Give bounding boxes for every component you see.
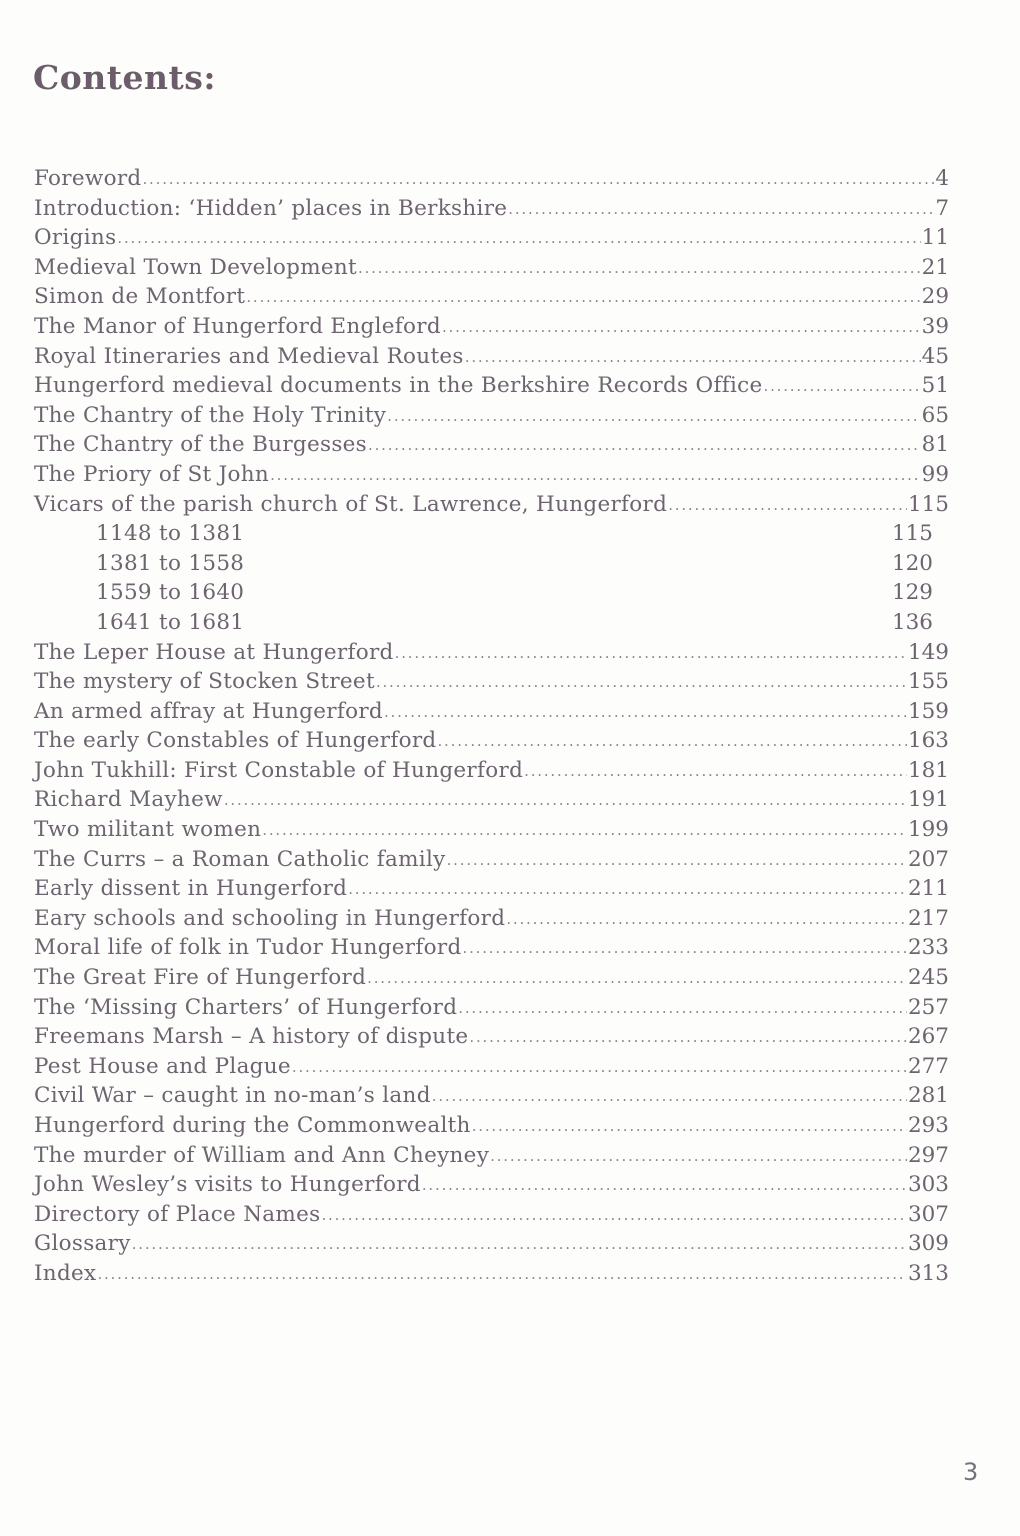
- toc-entry-page: 267: [907, 1024, 949, 1050]
- toc-entry[interactable]: [34, 756, 949, 786]
- dot-leader: [292, 1053, 907, 1083]
- toc-entry-label: Foreword: [34, 166, 142, 191]
- dot-leader: [358, 254, 921, 284]
- toc-entry-label: Richard Mayhew: [34, 787, 223, 813]
- toc-subentry-page: 120: [891, 550, 933, 576]
- toc-subentry-label: 1381 to 1558: [96, 550, 245, 576]
- toc-entry[interactable]: [34, 726, 949, 756]
- toc-entry-label: John Wesley’s visits to Hungerford: [34, 1172, 421, 1198]
- toc-entry[interactable]: [34, 963, 949, 993]
- toc-entry[interactable]: [34, 1229, 949, 1259]
- toc-entry-label: Introduction: ‘Hidden’ places in Berkshire: [34, 195, 508, 221]
- toc-entry-label: The Chantry of the Burgesses: [34, 432, 368, 458]
- toc-entry-label: Directory of Place Names: [34, 1201, 321, 1227]
- toc-entry[interactable]: [34, 1081, 949, 1111]
- toc-entry-chantry-trinity[interactable]: [34, 401, 949, 431]
- dot-leader: [524, 757, 907, 787]
- dot-leader: [508, 195, 934, 225]
- dot-leader: [463, 934, 907, 964]
- toc-entry-label: The mystery of Stocken Street: [34, 669, 375, 695]
- toc-subentry-page: 115: [891, 521, 933, 547]
- toc-entry-page: 21: [921, 254, 949, 280]
- toc-entry-page: 39: [921, 313, 949, 339]
- toc-entry-label: Index: [34, 1260, 97, 1286]
- toc-entry-page: 277: [907, 1053, 949, 1079]
- toc-entry[interactable]: [34, 785, 949, 815]
- toc-subentry-label: 1148 to 1381: [96, 521, 245, 547]
- toc-entry[interactable]: [34, 1111, 949, 1141]
- toc-entry-page: 11: [921, 225, 949, 251]
- toc-entry-documents[interactable]: [34, 371, 949, 401]
- toc-entry-label: The Currs – a Roman Catholic family: [34, 846, 446, 872]
- dot-leader: [117, 224, 920, 254]
- toc-subentry-page: 136: [891, 609, 933, 635]
- toc-subentry-label: 1559 to 1640: [96, 580, 245, 606]
- table-of-contents: [34, 164, 949, 1289]
- toc-entry-label: The Leper House at Hungerford: [34, 639, 394, 665]
- toc-subentry[interactable]: [34, 519, 949, 549]
- toc-entry[interactable]: [34, 1141, 949, 1171]
- toc-subentry[interactable]: [34, 608, 949, 638]
- dot-leader: [376, 668, 907, 698]
- dot-leader: [142, 165, 934, 195]
- dot-leader: [764, 372, 921, 402]
- toc-entry[interactable]: [34, 993, 949, 1023]
- toc-entry[interactable]: [34, 638, 949, 668]
- toc-entry-label: Glossary: [34, 1231, 131, 1257]
- toc-entry-label: The Priory of St John: [34, 461, 270, 487]
- toc-entry-simon-de-montfort[interactable]: [34, 282, 949, 312]
- toc-entry-page: 307: [907, 1201, 949, 1227]
- toc-entry-label: Simon de Montfort: [34, 284, 246, 310]
- toc-entry-page: 303: [907, 1172, 949, 1198]
- toc-entry-page: 4: [935, 166, 949, 191]
- dot-leader: [224, 786, 907, 816]
- toc-subentry-page: 129: [891, 580, 933, 606]
- toc-entry-page: 65: [921, 402, 949, 428]
- dot-leader: [472, 1112, 907, 1142]
- toc-entry-page: 211: [907, 876, 949, 902]
- toc-entry-page: 245: [907, 965, 949, 991]
- dot-leader: [387, 402, 920, 432]
- toc-entry-page: 163: [907, 728, 949, 754]
- dot-leader: [458, 994, 907, 1024]
- toc-entry[interactable]: [34, 1259, 949, 1289]
- toc-entry[interactable]: [34, 1170, 949, 1200]
- dot-leader: [262, 816, 907, 846]
- dot-leader: [490, 1142, 907, 1172]
- toc-entry-label: John Tukhill: First Constable of Hungerford: [34, 757, 524, 783]
- toc-entry-page: 181: [907, 757, 949, 783]
- dot-leader: [422, 1171, 907, 1201]
- toc-entry-label: Two militant women: [34, 817, 262, 843]
- toc-entry-page: 159: [907, 698, 949, 724]
- dot-leader: [270, 461, 921, 491]
- toc-entry-chantry-burgesses[interactable]: [34, 430, 949, 460]
- dot-leader: [246, 283, 920, 313]
- dot-leader: [132, 1230, 907, 1260]
- dot-leader: [469, 1023, 907, 1053]
- dot-leader: [442, 313, 921, 343]
- toc-entry-page: 99: [921, 461, 949, 487]
- toc-subentry[interactable]: [34, 578, 949, 608]
- dot-leader: [432, 1082, 907, 1112]
- toc-entry-page: 115: [907, 491, 949, 517]
- dot-leader: [368, 431, 921, 461]
- toc-entry[interactable]: [34, 874, 949, 904]
- toc-entry-page: 217: [907, 905, 949, 931]
- dot-leader: [506, 905, 907, 935]
- toc-entry-label: Pest House and Plague: [34, 1053, 291, 1079]
- toc-entry[interactable]: [34, 815, 949, 845]
- toc-entry-label: The early Constables of Hungerford: [34, 728, 437, 754]
- toc-entry[interactable]: [34, 845, 949, 875]
- toc-entry[interactable]: [34, 1022, 949, 1052]
- toc-entry-label: Medieval Town Development: [34, 254, 357, 280]
- toc-subentry-label: 1641 to 1681: [96, 609, 245, 635]
- toc-entry-label: The ‘Missing Charters’ of Hungerford: [34, 994, 458, 1020]
- dot-leader: [395, 639, 907, 669]
- toc-entry-label: The Manor of Hungerford Engleford: [34, 313, 441, 339]
- toc-subentry[interactable]: [34, 549, 949, 579]
- toc-entry-label: Vicars of the parish church of St. Lawrence, Hungerford: [34, 491, 668, 517]
- toc-entry-label: The Chantry of the Holy Trinity: [34, 402, 387, 428]
- dot-leader: [465, 343, 921, 373]
- toc-entry-label: Eary schools and schooling in Hungerford: [34, 905, 506, 931]
- dot-leader: [668, 491, 907, 521]
- toc-entry-page: 309: [907, 1231, 949, 1257]
- toc-entry-priory[interactable]: [34, 460, 949, 490]
- toc-entry[interactable]: [34, 1200, 949, 1230]
- toc-entry-label: Freemans Marsh – A history of dispute: [34, 1024, 469, 1050]
- toc-entry-page: 207: [907, 846, 949, 872]
- toc-entry-medieval-town[interactable]: [34, 253, 949, 283]
- page-title: Contents:: [33, 58, 217, 97]
- dot-leader: [97, 1260, 907, 1290]
- toc-entry-page: 81: [921, 432, 949, 458]
- toc-entry-label: Royal Itineraries and Medieval Routes: [34, 343, 464, 369]
- toc-entry-label: Early dissent in Hungerford: [34, 876, 348, 902]
- toc-entry-page: 51: [921, 373, 949, 399]
- toc-entry-page: 199: [907, 817, 949, 843]
- toc-entry-label: Hungerford medieval documents in the Berkshire Records Office: [34, 373, 763, 399]
- toc-entry-foreword[interactable]: [34, 164, 949, 194]
- dot-leader: [384, 698, 907, 728]
- toc-entry-page: 7: [935, 195, 949, 221]
- toc-entry-page: 29: [921, 284, 949, 310]
- toc-entry-page: 45: [921, 343, 949, 369]
- toc-entry-page: 155: [907, 669, 949, 695]
- toc-entry-page: 297: [907, 1142, 949, 1168]
- toc-entry[interactable]: [34, 904, 949, 934]
- toc-entry-origins[interactable]: [34, 223, 949, 253]
- dot-leader: [348, 875, 907, 905]
- toc-entry-page: 257: [907, 994, 949, 1020]
- toc-entry-royal-itineraries[interactable]: [34, 342, 949, 372]
- toc-entry-label: The murder of William and Ann Cheyney: [34, 1142, 490, 1168]
- toc-entry-label: The Great Fire of Hungerford: [34, 965, 367, 991]
- toc-entry-page: 293: [907, 1113, 949, 1138]
- toc-entry-page: 191: [907, 787, 949, 813]
- toc-entry[interactable]: [34, 697, 949, 727]
- toc-entry[interactable]: [34, 1052, 949, 1082]
- dot-leader: [367, 964, 907, 994]
- toc-entry-label: An armed affray at Hungerford: [34, 698, 383, 724]
- toc-entry[interactable]: [34, 933, 949, 963]
- toc-entry-page: 233: [907, 935, 949, 961]
- toc-entry-label: Origins: [34, 225, 117, 251]
- toc-entry-label: Hungerford during the Commonwealth: [34, 1113, 471, 1138]
- dot-leader: [437, 727, 906, 757]
- toc-entry-manor[interactable]: [34, 312, 949, 342]
- toc-entry-vicars[interactable]: [34, 490, 949, 520]
- toc-entry-label: Moral life of folk in Tudor Hungerford: [34, 935, 462, 961]
- toc-entry-introduction[interactable]: [34, 194, 949, 224]
- dot-leader: [321, 1201, 906, 1231]
- toc-entry-page: 313: [907, 1260, 949, 1286]
- dot-leader: [447, 846, 907, 876]
- toc-entry-page: 149: [907, 639, 949, 665]
- page-number: 3: [963, 1458, 979, 1486]
- toc-entry-page: 281: [907, 1083, 949, 1109]
- toc-entry-label: Civil War – caught in no-man’s land: [34, 1083, 431, 1109]
- toc-entry[interactable]: [34, 667, 949, 697]
